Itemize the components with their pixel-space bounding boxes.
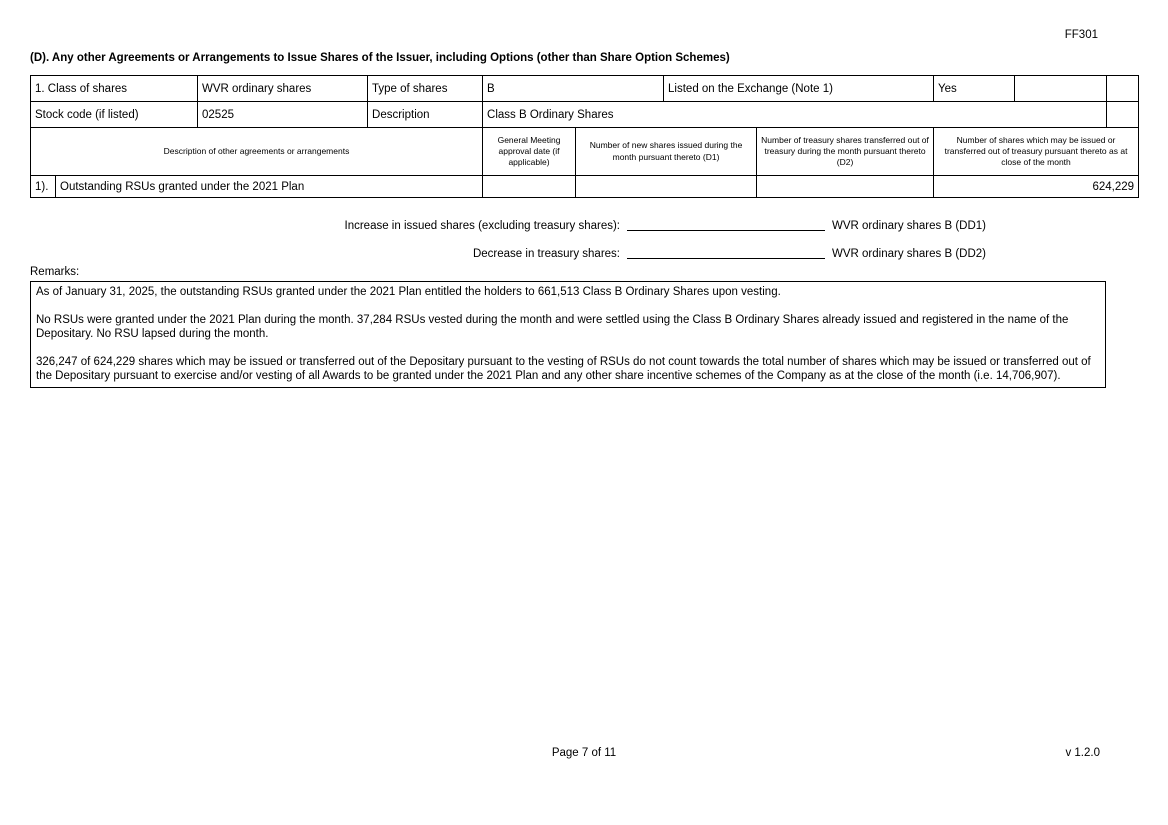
type-of-shares-value: B [483,76,664,102]
approval-date-cell [483,176,576,198]
empty-cell [1107,76,1139,102]
table-row-stock-code [31,102,1139,128]
new-shares-d1-cell [576,176,757,198]
listed-on-exchange-value: Yes [934,76,1015,102]
row-index: 1). [31,176,56,198]
remarks-paragraph-2: No RSUs were granted under the 2021 Plan during the month. 37,284 RSUs vested during the month and were settled using the Class B Ordinary Shares already issued and registered in the name of the Depositary. No RSU lapsed during the month. [36,314,1069,341]
decrease-treasury-shares-suffix: WVR ordinary shares B (DD2) [832,248,987,260]
remarks-paragraph-1: As of January 31, 2025, the outstanding RSUs granted under the 2021 Plan entitled the holders to 661,513 Class B Ordinary Shares upon vesting. [36,286,781,298]
decrease-treasury-shares-label: Decrease in treasury shares: [472,248,620,260]
shares-close-cell: 624,229 [934,176,1139,198]
table-header-row [31,128,1139,176]
decrease-treasury-shares-blank-field [627,244,825,259]
decrease-treasury-shares-row [30,244,1138,260]
col-header-new-shares-d1: Number of new shares issued during the month pursuant thereto (D1) [576,128,757,176]
description-value: Class B Ordinary Shares [483,102,1107,128]
stock-code-value: 02525 [198,102,368,128]
agreement-description: Outstanding RSUs granted under the 2021 Plan [56,176,483,198]
col-header-description: Description of other agreements or arrangements [31,128,483,176]
remarks-label: Remarks: [30,266,80,278]
empty-cell [1015,76,1107,102]
empty-cell [1107,102,1139,128]
increase-issued-shares-label: Increase in issued shares (excluding treasury shares): [344,220,620,232]
increase-issued-shares-row [30,216,1138,232]
table-row-class-of-shares [31,76,1139,102]
page-indicator: Page 7 of 11 [551,747,617,759]
class-of-shares-value: WVR ordinary shares [198,76,368,102]
remarks-box [30,281,1106,388]
version-label: v 1.2.0 [1065,747,1100,759]
table-row-agreement-1 [31,176,1139,198]
col-header-treasury-d2: Number of treasury shares transferred out of treasury during the month pursuant thereto (D2) [757,128,934,176]
col-header-shares-close: Number of shares which may be issued or transferred out of treasury pursuant thereto as at close of the month [934,128,1139,176]
col-header-approval-date: General Meeting approval date (if applicable) [483,128,576,176]
section-title: (D). Any other Agreements or Arrangements to Issue Shares of the Issuer, including Options (other than Share Option Schemes) [30,52,730,64]
increase-issued-shares-suffix: WVR ordinary shares B (DD1) [832,220,987,232]
type-of-shares-label: Type of shares [368,76,483,102]
remarks-paragraph-3: 326,247 of 624,229 shares which may be issued or transferred out of the Depositary pursuant to the vesting of RSUs do not count towards the total number of shares which may be issued or transferred out of the Depositary pursuant to exercise and/or vesting of all Awards to be granted under the 2021 Plan and any other share incentive schemes of the Company as at the close of the month (i.e. 14,706,907). [36,356,1091,383]
increase-issued-shares-blank-field [627,216,825,231]
agreements-table [30,75,1139,198]
listed-on-exchange-label: Listed on the Exchange (Note 1) [664,76,934,102]
class-of-shares-label: 1. Class of shares [31,76,198,102]
stock-code-label: Stock code (if listed) [31,102,198,128]
description-label: Description [368,102,483,128]
form-code: FF301 [1064,29,1098,41]
treasury-d2-cell [757,176,934,198]
